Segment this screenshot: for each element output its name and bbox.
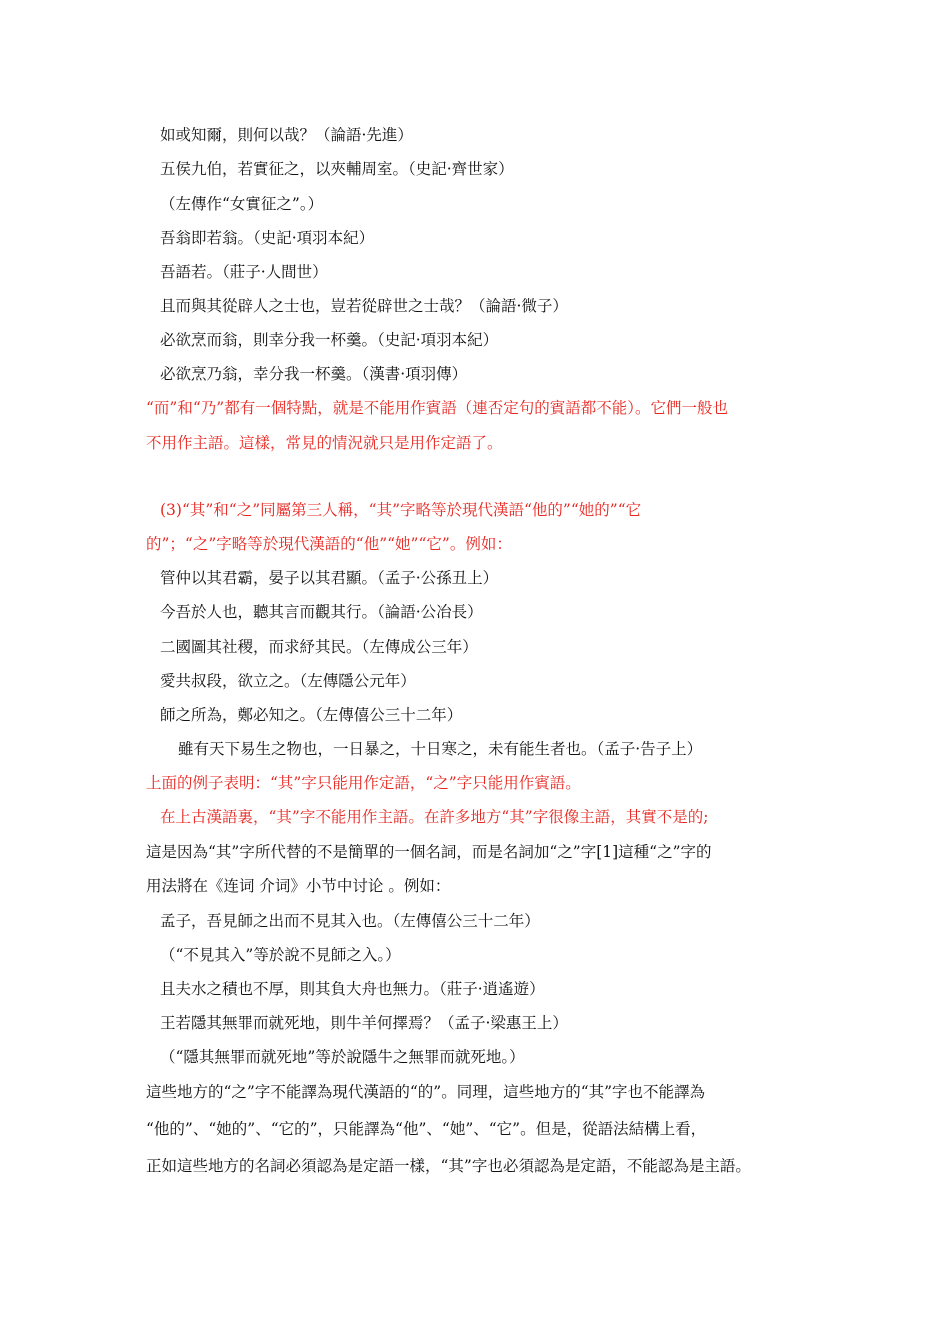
explanation-text: 在上古漢語裏，“其”字不能用作主語。在許多地方“其”字很像主語，其實不是的;: [160, 808, 709, 826]
body-text: 這是因為“其”字所代替的不是簡單的一個名詞，而是名詞加“之”字[1]這種“之”字的: [146, 843, 712, 861]
example-note: （“隱其無罪而就死地”等於說隱牛之無罪而就死地。）: [160, 1048, 525, 1066]
example-line: 師之所為，鄭必知之。（左傳僖公三十二年）: [160, 706, 463, 724]
example-line: 管仲以其君霸，晏子以其君顯。（孟子·公孫丑上）: [160, 569, 499, 587]
example-line: 且夫水之積也不厚，則其負大舟也無力。（莊子·逍遙遊）: [160, 980, 545, 998]
example-line: 王若隱其無罪而就死地，則牛羊何擇焉？（孟子·梁惠王上）: [160, 1014, 568, 1032]
example-line: 愛共叔段，欲立之。（左傳隱公元年）: [160, 672, 416, 690]
explanation-text: “而”和“乃”都有一個特點，就是不能用作賓語（連否定句的賓語都不能）。它們一般也: [146, 399, 728, 417]
example-line: 五侯九伯，若實征之，以夾輔周室。（史記·齊世家）: [160, 160, 514, 178]
explanation-text: 上面的例子表明：“其”字只能用作定語，“之”字只能用作賓語。: [146, 774, 581, 792]
body-text: 這些地方的“之”字不能譯為現代漢語的“的”。同理，這些地方的“其”字也不能譯為: [146, 1083, 706, 1101]
example-note: （左傳作“女實征之”。）: [160, 195, 324, 213]
example-line: 吾語若。（莊子·人間世）: [160, 263, 328, 281]
example-line: 必欲烹乃翁，幸分我一杯羹。（漢書·項羽傳）: [160, 365, 468, 383]
example-line: 且而與其從辟人之士也，豈若從辟世之士哉？（論語·微子）: [160, 297, 568, 315]
example-line: 如或知爾，則何以哉？（論語·先進）: [160, 126, 413, 144]
example-line: 必欲烹而翁，則幸分我一杯羹。（史記·項羽本紀）: [160, 331, 499, 349]
body-text: “他的”、“她的”、“它的”，只能譯為“他”、“她”、“它”。但是，從語法結構上看，: [146, 1120, 707, 1138]
example-line: 今吾於人也，聽其言而觀其行。（論語·公冶長）: [160, 603, 483, 621]
example-line: 吾翁即若翁。（史記·項羽本紀）: [160, 229, 375, 247]
example-line: 雖有天下易生之物也，一日暴之，十日寒之，未有能生者也。（孟子·告子上）: [178, 740, 703, 758]
section-heading: (3)“其”和“之”同屬第三人稱，“其”字略等於現代漢語“他的”“她的”“它: [160, 501, 642, 519]
explanation-text: 不用作主語。這樣，常見的情況就只是用作定語了。: [146, 434, 503, 452]
example-line: 孟子，吾見師之出而不見其入也。（左傳僖公三十二年）: [160, 912, 540, 930]
body-text: 用法將在《连词 介词》小节中讨论 。例如：: [146, 877, 451, 895]
example-note: （“不見其入”等於說不見師之入。）: [160, 946, 401, 964]
section-heading: 的”；“之”字略等於現代漢語的“他”“她”“它”。例如：: [146, 535, 512, 553]
body-text: 正如這些地方的名詞必須認為是定語一樣，“其”字也必須認為是定語，不能認為是主語。: [146, 1157, 751, 1175]
example-line: 二國圖其社稷，而求紓其民。（左傳成公三年）: [160, 638, 478, 656]
